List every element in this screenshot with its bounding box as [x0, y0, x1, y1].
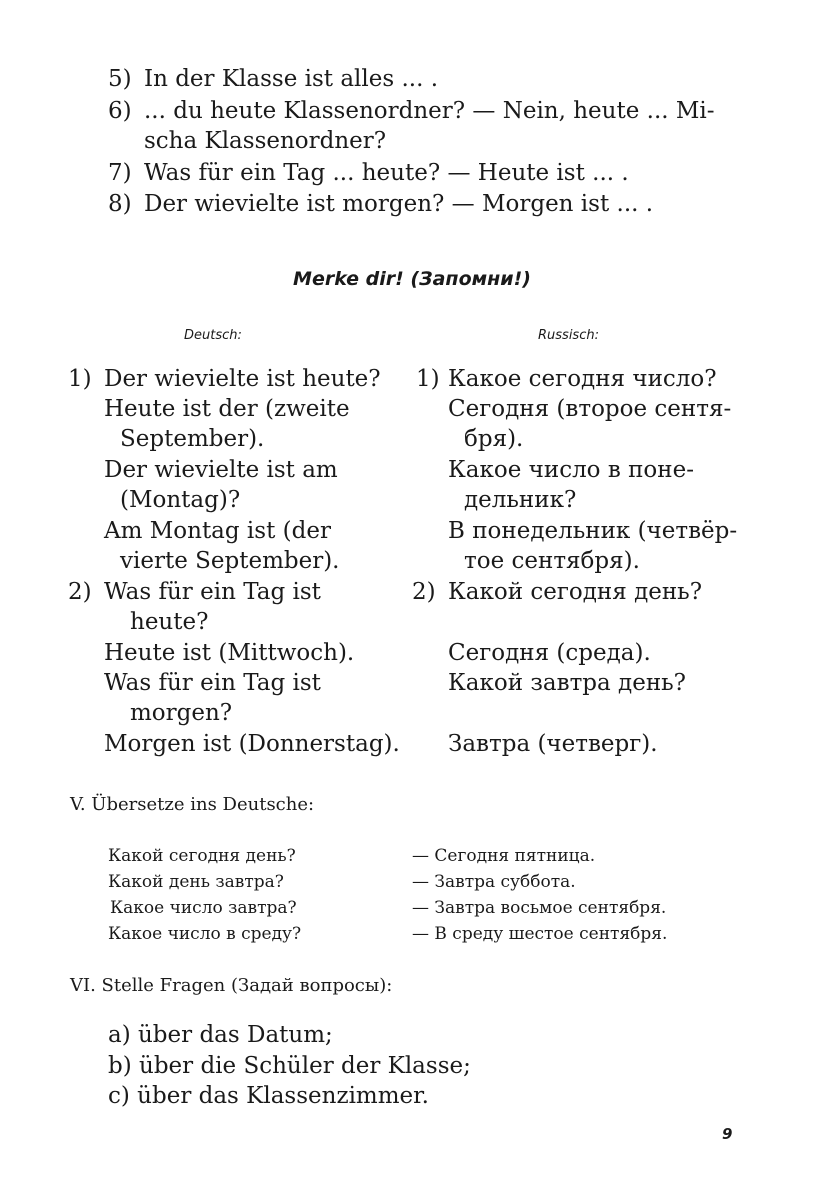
- section-vi-item-b: b) über die Schüler der Klasse;: [108, 1053, 471, 1079]
- ru-line: Сегодня (среда).: [448, 640, 651, 666]
- de-line: morgen?: [130, 700, 233, 726]
- de-line: Was für ein Tag ist: [104, 670, 321, 696]
- column-head-deutsch: Deutsch:: [184, 328, 242, 343]
- de-line: Morgen ist (Donnerstag).: [104, 731, 400, 757]
- de-line: Heute ist (Mittwoch).: [104, 640, 355, 666]
- exercise-item-5: 5) In der Klasse ist alles ... .: [108, 66, 439, 92]
- de-line: Der wievielte ist am: [104, 457, 338, 483]
- ru-line: тое сентября).: [464, 548, 640, 574]
- exercise-item-6-cont: scha Klassenordner?: [144, 128, 387, 154]
- section-v-question: Какое число в среду?: [108, 924, 302, 944]
- exercise-item-6: 6) ... du heute Klassenordner? — Nein, heute ... Mi-: [108, 98, 715, 124]
- ru-line: дельник?: [464, 487, 577, 513]
- ru-line: В понедельник (четвёр-: [448, 518, 738, 544]
- ru-line: Какое число в поне-: [448, 457, 694, 483]
- page-number: 9: [722, 1125, 733, 1143]
- de-line: (Montag)?: [120, 487, 241, 513]
- section-v-answer: — Завтра восьмое сентября.: [412, 898, 667, 918]
- section-vi-title: VI. Stelle Fragen (Задай вопросы):: [70, 975, 393, 996]
- section-v-title: V. Übersetze ins Deutsche:: [70, 794, 315, 815]
- ru-line: Какое сегодня число?: [448, 366, 717, 392]
- merke-title: Merke dir! (Запомни!): [293, 268, 531, 290]
- de-line: Der wievielte ist heute?: [104, 366, 381, 392]
- section-v-question: Какой сегодня день?: [108, 846, 296, 866]
- de-line: vierte September).: [120, 548, 340, 574]
- section-v-answer: — В среду шестое сентября.: [412, 924, 668, 944]
- section-v-question: Какой день завтра?: [108, 872, 284, 892]
- de-line: heute?: [130, 609, 209, 635]
- section-vi-item-a: a) über das Datum;: [108, 1022, 333, 1048]
- ru-line: бря).: [464, 426, 524, 452]
- de-line: Am Montag ist (der: [104, 518, 331, 544]
- section-v-answer: — Завтра суббота.: [412, 872, 576, 892]
- de-num-2: 2): [68, 579, 92, 605]
- ru-num-2: 2): [412, 579, 436, 605]
- section-vi-item-c: c) über das Klassenzimmer.: [108, 1083, 429, 1109]
- de-line: Heute ist der (zweite: [104, 396, 350, 422]
- de-num-1: 1): [68, 366, 92, 392]
- column-head-russisch: Russisch:: [538, 328, 599, 343]
- ru-line: Какой сегодня день?: [448, 579, 703, 605]
- ru-line: Сегодня (второе сентя-: [448, 396, 732, 422]
- exercise-item-7: 7) Was für ein Tag ... heute? — Heute ist ... .: [108, 160, 629, 186]
- ru-line: Какой завтра день?: [448, 670, 687, 696]
- ru-num-1: 1): [416, 366, 440, 392]
- exercise-item-8: 8) Der wievielte ist morgen? — Morgen ist ... .: [108, 191, 654, 217]
- ru-line: Завтра (четверг).: [448, 731, 658, 757]
- section-v-answer: — Сегодня пятница.: [412, 846, 596, 866]
- de-line: Was für ein Tag ist: [104, 579, 321, 605]
- section-v-question: Какое число завтра?: [110, 898, 297, 918]
- de-line: September).: [120, 426, 265, 452]
